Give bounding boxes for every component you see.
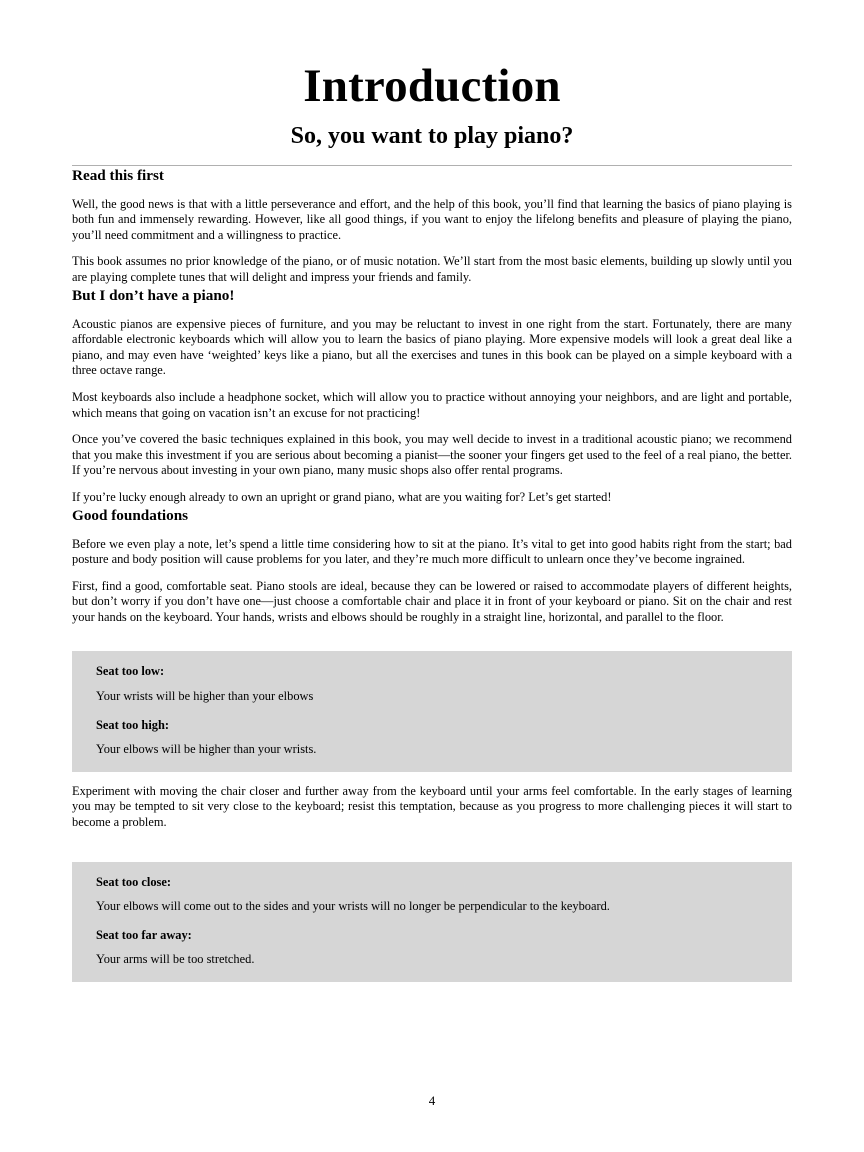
paragraph: Most keyboards also include a headphone socket, which will allow you to practice without annoying your neighbors, and are light and portable, which means that going on vacation isn’t an excuse for not practicing! [72, 389, 792, 420]
callout-label: Seat too high: [96, 717, 169, 732]
callout-box-seat-distance [72, 862, 792, 982]
section-heading-good-foundations: Good foundations [72, 506, 189, 524]
paragraph: If you’re lucky enough already to own an upright or grand piano, what are you waiting for? Let’s get started! [72, 489, 612, 504]
paragraph: First, find a good, comfortable seat. Piano stools are ideal, because they can be lowered or raised to accommodate players of different heights, but don’t worry if you don’t have one—just choose a comfortable chair and place it in front of your keyboard or piano. Sit on the chair and rest your hands on the keyboard. Your hands, wrists and elbows should be roughly in a straight line, horizontal, and parallel to the floor. [72, 578, 792, 624]
paragraph: This book assumes no prior knowledge of the piano, or of music notation. We’ll start from the most basic elements, building up slowly until you are playing complete tunes that will delight and impress your friends and family. [72, 254, 792, 284]
title-block [72, 0, 792, 166]
paragraph: Before we even play a note, let’s spend a little time considering how to sit at the piano. It’s vital to get into good habits right from the start; bad posture and body position will cause problems for you later, and they’re much more difficult to unlearn once they’ve become ingrained. [72, 536, 792, 567]
paragraph: Once you’ve covered the basic techniques explained in this book, you may well decide to invest in a traditional acoustic piano; we recommend that you make this investment if you are serious about becoming a pianist—the sooner your fingers get used to the feel of a real piano, the better. If you’re nervous about investing in your own piano, many music shops also offer rental programs. [72, 432, 792, 478]
callout-text: Your elbows will come out to the sides and your wrists will no longer be perpendicular to the keyboard. [96, 899, 610, 914]
callout-text: Your arms will be too stretched. [96, 952, 255, 967]
paragraph: Experiment with moving the chair closer and further away from the keyboard until your arms feel comfortable. In the early stages of learning you may be tempted to sit very close to the keyboard; resist this temptation, because as you progress to more challenging pieces it will start to become a problem. [72, 783, 792, 830]
section-heading-but-i-dont-have-a-piano: But I don’t have a piano! [72, 286, 235, 304]
callout-label: Seat too low: [96, 664, 165, 679]
callout-label: Seat too far away: [96, 927, 192, 942]
page-title: Introduction [303, 60, 561, 112]
callout-label: Seat too close: [96, 874, 172, 889]
page-subtitle: So, you want to play piano? [290, 122, 574, 149]
section-heading-read-this-first: Read this first [72, 166, 164, 184]
paragraph: Well, the good news is that with a little perseverance and effort, and the help of this book, you’ll find that learning the basics of piano playing is both fun and immensely rewarding. However, like all good things, if you want to enjoy the lifelong benefits and pleasure of playing the piano, you’ll need commitment and a willingness to practice. [72, 196, 792, 242]
paragraph: Acoustic pianos are expensive pieces of furniture, and you may be reluctant to invest in one right from the start. Fortunately, there are many affordable electronic keyboards which will allow you to learn the basics of piano playing. More expensive models will look a great deal like a piano, and may even have ‘weighted’ keys like a piano, but all the exercises and tunes in this book can be played on a simple keyboard with a three octave range. [72, 316, 792, 378]
callout-text: Your wrists will be higher than your elbows [96, 689, 314, 704]
page-number: 4 [428, 1093, 436, 1108]
callout-text: Your elbows will be higher than your wrists. [96, 742, 317, 757]
callout-box-seat-height [72, 651, 792, 771]
